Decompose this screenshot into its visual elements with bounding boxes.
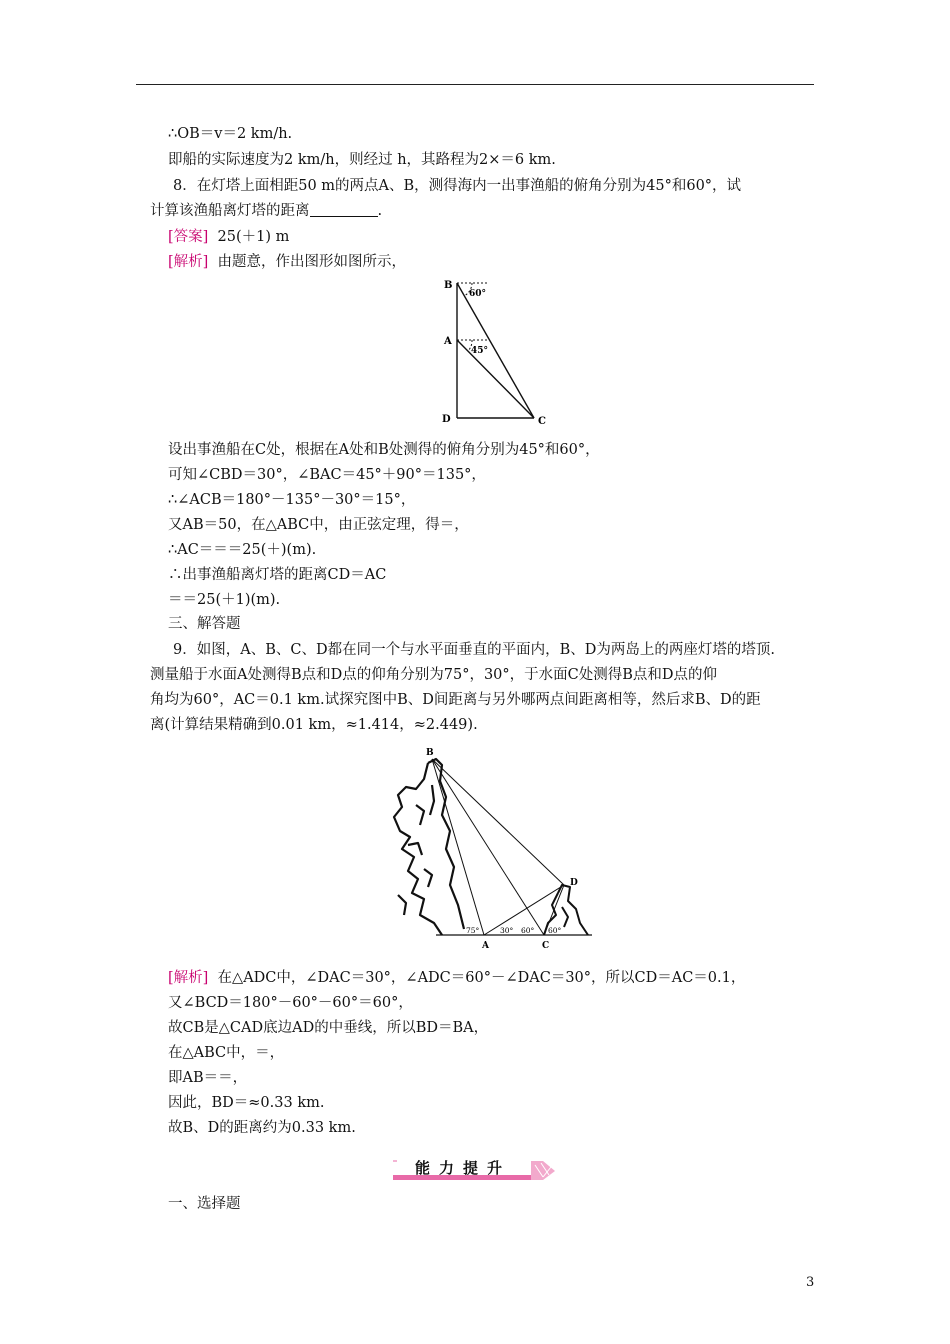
question-8-line1: 8．在灯塔上面相距50 m的两点A、B，测得海内一出事渔船的俯角分别为45°和60°，试 [173,178,742,194]
fig1-angle-45: 45° [471,346,489,356]
fig2-label-a: A [482,941,489,950]
question-8-text: 计算该渔船离灯塔的距离 [150,203,310,219]
fig2-angle-60-right: 60° [548,926,562,935]
header-rule [136,84,814,85]
analysis2-tag: [解析] [168,970,209,986]
section-heading-1: 一、选择题 [168,1196,241,1212]
fig1-label-c: C [538,416,546,427]
analysis2-line-3: 故CB是△CAD底边AD的中垂线，所以BD＝BA， [168,1020,489,1036]
analysis2-line-1 [168,968,745,988]
answer-value: 25(＋1) m [217,229,290,245]
line-speed: 即船的实际速度为2 km/h，则经过 h，其路程为2×＝6 km. [168,152,556,168]
answer-tag: [答案] [168,229,209,245]
fig2-label-c: C [542,941,550,950]
question-9-line1: 9．如图，A、B、C、D都在同一个与水平面垂直的平面内，B、D为两岛上的两座灯塔的塔顶. [173,642,775,658]
fig2-label-d: D [570,878,578,888]
solution-line-7: ＝＝25(＋1)(m). [168,592,281,608]
solution-line-1: 设出事渔船在C处，根据在A处和B处测得的俯角分别为45°和60°， [168,442,600,458]
analysis-tag: [解析] [168,254,209,270]
analysis2-line-6: 因此，BD＝≈0.33 km. [168,1095,325,1111]
analysis2-text: 在△ADC中，∠DAC＝30°，∠ADC＝60°－∠DAC＝30°，所以CD＝AC＝0.1， [217,970,746,986]
solution-line-5: ∴AC＝＝＝25(＋)(m). [168,542,317,558]
question-8-line2 [150,201,382,221]
solution-line-3: ∴∠ACB＝180°－135°－30°＝15°， [168,492,416,508]
solution-line-2: 可知∠CBD＝30°，∠BAC＝45°＋90°＝135°， [168,467,486,483]
page-number: 3 [806,1275,815,1290]
analysis-intro: 由题意，作出图形如图所示， [217,254,407,270]
analysis2-line-4: 在△ABC中，＝， [168,1045,285,1061]
question-9-line4: 离(计算结果精确到0.01 km，≈1.414，≈2.449). [150,717,478,733]
ability-banner [393,1157,563,1183]
analysis-line [168,252,406,272]
fig1-angle-60: 60° [469,289,487,299]
fig1-label-a: A [444,336,452,347]
fig2-angle-60-left: 60° [521,926,535,935]
question-9-line2: 测量船于水面A处测得B点和D点的仰角分别为75°，30°，于水面C处测得B点和D点的仰 [150,667,718,683]
solution-line-6: ∴出事渔船离灯塔的距离CD＝AC [168,567,387,583]
fig1-label-b: B [444,280,453,291]
solution-line-4: 又AB＝50，在△ABC中，由正弦定理，得＝， [168,517,469,533]
fig2-angle-75: 75° [466,926,480,935]
analysis2-line-7: 故B、D的距离约为0.33 km. [168,1120,356,1136]
lighthouse-figure [436,276,558,428]
fig1-label-d: D [442,414,451,425]
answer-blank [310,202,378,217]
line-ob: ∴OB＝v＝2 km/h. [168,126,293,142]
island-lighthouse-figure [384,745,596,950]
question-9-line3: 角均为60°，AC＝0.1 km.试探究图中B、D间距离与另外哪两点间距离相等，然后求B、D的距 [150,692,761,708]
answer-line [168,227,289,247]
fig2-label-b: B [426,748,434,758]
analysis2-line-2: 又∠BCD＝180°－60°－60°＝60°， [168,995,413,1011]
fig2-angle-30: 30° [500,926,514,935]
question-8-end: . [377,203,383,219]
analysis2-line-5: 即AB＝＝， [168,1070,248,1086]
section-heading-3: 三、解答题 [168,616,241,632]
banner-title: 能力提升 [414,1159,511,1177]
